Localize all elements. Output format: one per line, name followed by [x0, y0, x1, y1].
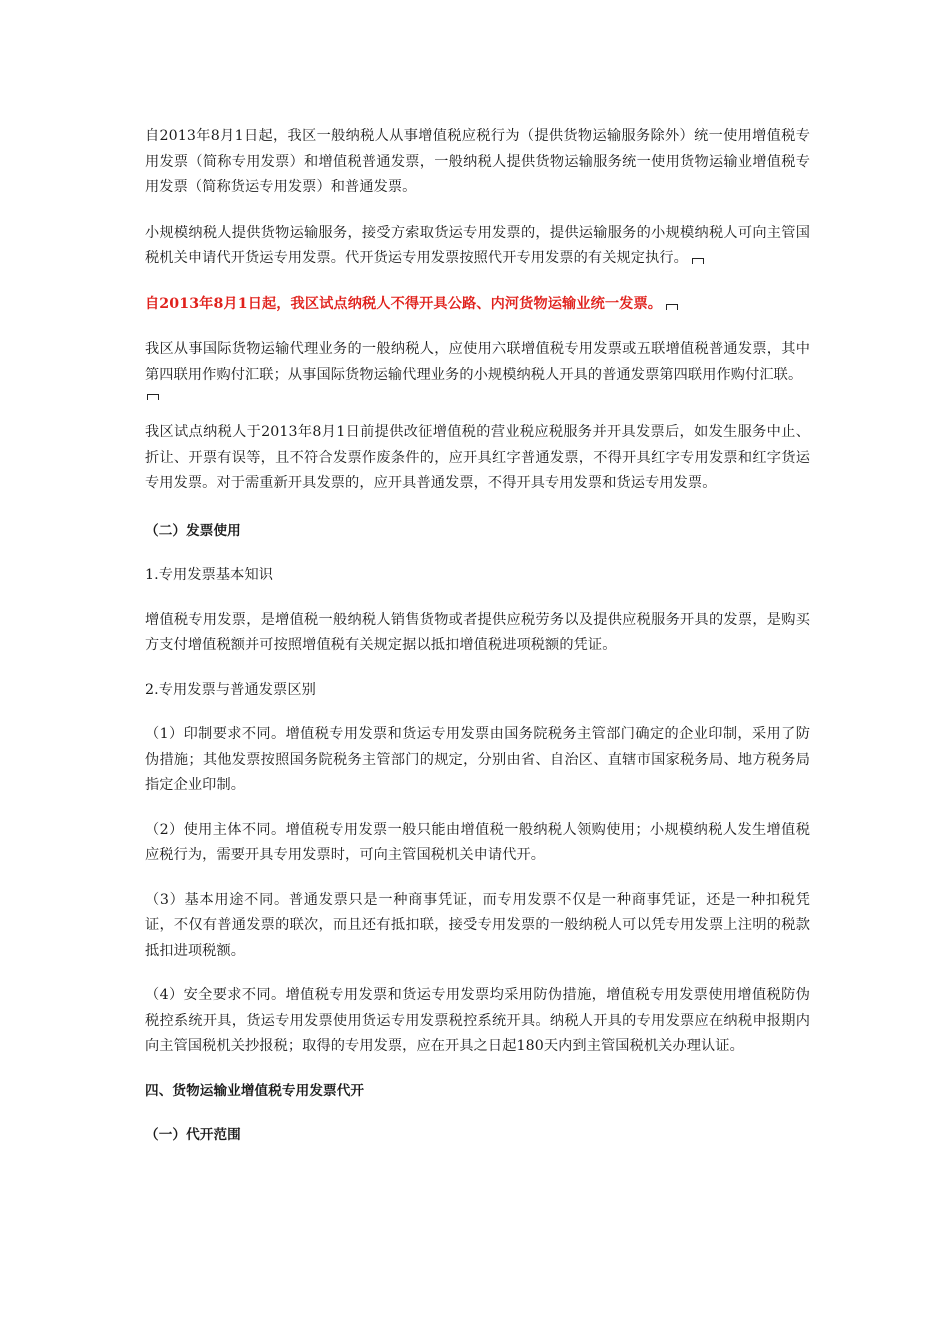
- paragraph-small-scale-text: 小规模纳税人提供货物运输服务，接受方索取货运专用发票的，提供运输服务的小规模纳税人可向主管国税机关申请代开货运专用发票。代开货运专用发票按照代开专用发票的有关规定执行。: [145, 224, 810, 266]
- paragraph-diff-printing: （1）印制要求不同。增值税专用发票和货运专用发票由国务院税务主管部门确定的企业印制，采用了防伪措施；其他发票按照国务院税务主管部门的规定，分别由省、自治区、直辖市国家税务局、地方税务局指定企业印制。: [145, 726, 810, 793]
- paragraph-special-invoice-definition: 增值税专用发票，是增值税一般纳税人销售货物或者提供应税劳务以及提供应税服务开具的发票，是购买方支付增值税额并可按照增值税有关规定据以抵扣增值税进项税额的凭证。: [145, 611, 810, 653]
- paragraph-international-freight-text: 我区从事国际货物运输代理业务的一般纳税人，应使用六联增值税专用发票或五联增值税普通发票，其中第四联用作购付汇联；从事国际货物运输代理业务的小规模纳税人开具的普通发票第四联用作购付汇联。: [145, 341, 810, 383]
- section-heading-issuance-scope: （一）代开范围: [145, 1127, 241, 1143]
- paragraph-small-scale-taxpayer: [145, 221, 810, 272]
- paragraph-invoice-usage-rule: 自2013年8月1日起，我区一般纳税人从事增值税应税行为（提供货物运输服务除外）统一使用增值税专用发票（简称专用发票）和增值税普通发票，一般纳税人提供货物运输服务统一使用货物运输业增值税专用发票（简称货运专用发票）和普通发票。: [145, 128, 810, 195]
- paragraph-diff-users: （2）使用主体不同。增值税专用发票一般只能由增值税一般纳税人领购使用；小规模纳税人发生增值税应税行为，需要开具专用发票时，可向主管国税机关申请代开。: [145, 821, 810, 863]
- subheading-invoice-differences: 2.专用发票与普通发票区别: [145, 681, 316, 698]
- document-page: [145, 124, 810, 1169]
- paragraph-red-notice-text: 自2013年8月1日起，我区试点纳税人不得开具公路、内河货物运输业统一发票。: [145, 295, 663, 312]
- paragraph-red-invoice-rule: 我区试点纳税人于2013年8月1日前提供改征增值税的营业税应税服务并开具发票后，如发生服务中止、折让、开票有误等，且不符合发票作废条件的，应开具红字普通发票，不得开具红字专用发票和红字货运专用发票。对于需重新开具发票的，应开具普通发票，不得开具专用发票和货运专用发票。: [145, 424, 810, 491]
- paragraph-international-freight: [145, 337, 810, 400]
- section-heading-invoice-use: （二）发票使用: [145, 522, 241, 539]
- paragraph-diff-security: （4）安全要求不同。增值税专用发票和货运专用发票均采用防伪措施，增值税专用发票使用增值税防伪税控系统开具，货运专用发票使用货运专用发票税控系统开具。纳税人开具的专用发票应在纳税申报期内向主管国税机关抄报税；取得的专用发票，应在开具之日起180天内到主管国税机关办理认证。: [145, 987, 810, 1054]
- subheading-special-invoice-basics: 1.专用发票基本知识: [145, 567, 274, 583]
- paragraph-red-notice: [145, 292, 810, 318]
- paragraph-diff-purpose: （3）基本用途不同。普通发票只是一种商事凭证，而专用发票不仅是一种商事凭证，还是一种扣税凭证，不仅有普通发票的联次，而且还有抵扣联，接受专用发票的一般纳税人可以凭专用发票上注明的税款抵扣进项税额。: [145, 891, 810, 959]
- paragraph-mark-icon: [692, 258, 704, 264]
- paragraph-mark-icon: [666, 304, 678, 310]
- paragraph-mark-icon: [147, 394, 159, 400]
- section-heading-freight-invoice-issuance: 四、货物运输业增值税专用发票代开: [145, 1082, 365, 1099]
